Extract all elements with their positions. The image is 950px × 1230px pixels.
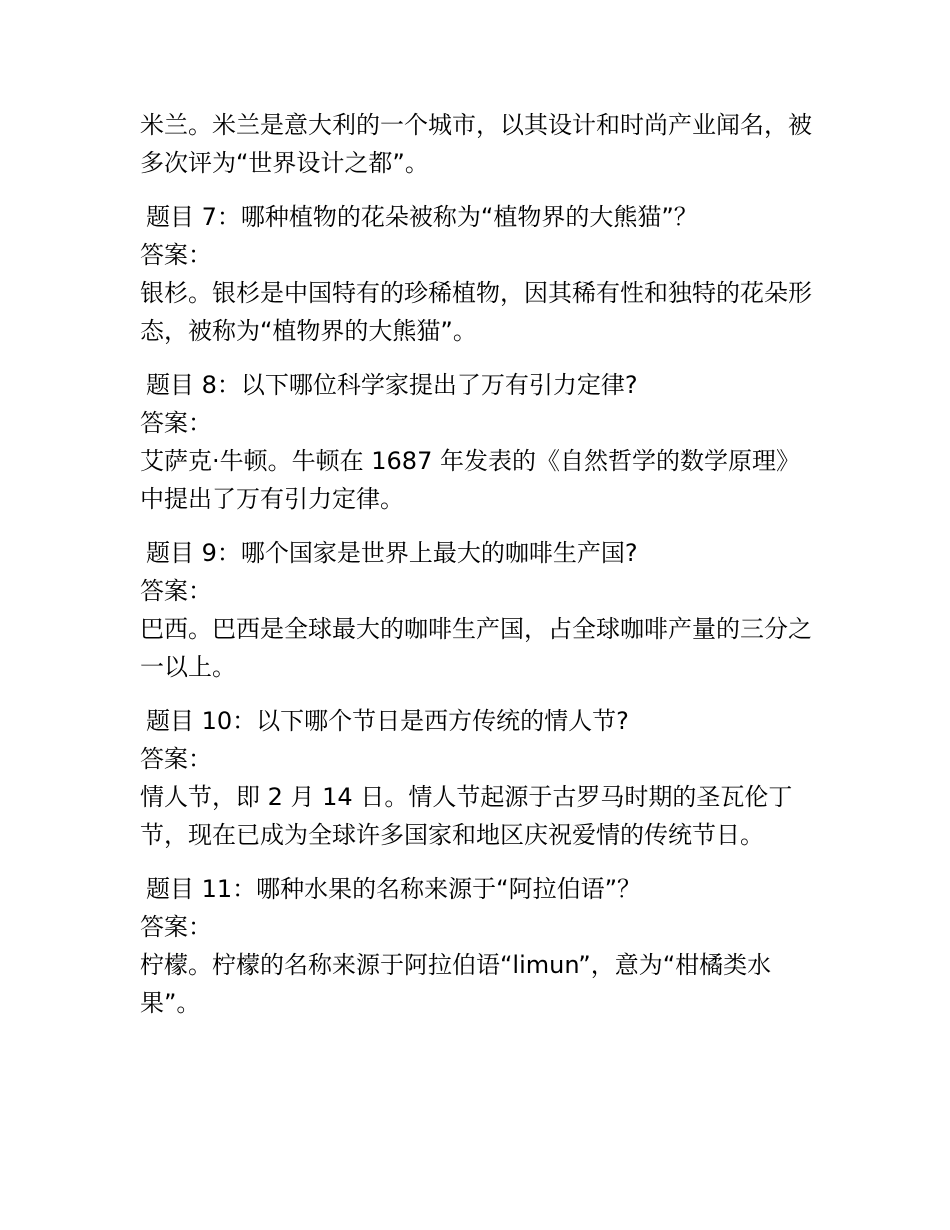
answer-label: 答案： xyxy=(140,241,212,269)
answer-text: 情人节，即 2 月 14 日。情人节起源于古罗马时期的圣瓦伦丁节，现在已成为全球许多国家和地区庆祝爱情的传统节日。 xyxy=(140,783,793,849)
answer-text: 银杉。银杉是中国特有的珍稀植物，因其稀有性和独特的花朵形态，被称为“植物界的大熊猫”。 xyxy=(140,279,812,345)
question-title: 题目 8：以下哪位科学家提出了万有引力定律? xyxy=(146,371,638,399)
document-page xyxy=(140,106,820,1022)
answer-text: 艾萨克·牛顿。牛顿在 1687 年发表的《自然哲学的数学原理》中提出了万有引力定律。 xyxy=(140,447,800,513)
answer-text: 巴西。巴西是全球最大的咖啡生产国，占全球咖啡产量的三分之一以上。 xyxy=(140,615,812,681)
qa-item-8 xyxy=(140,366,820,518)
qa-item-10 xyxy=(140,702,820,854)
qa-item-7 xyxy=(140,198,820,350)
qa-item-9 xyxy=(140,534,820,686)
answer-text: 柠檬。柠檬的名称来源于阿拉伯语“limun”，意为“柑橘类水果”。 xyxy=(140,951,772,1017)
answer-label: 答案： xyxy=(140,745,212,773)
answer-label: 答案： xyxy=(140,913,212,941)
question-title: 题目 10：以下哪个节日是西方传统的情人节? xyxy=(146,707,629,735)
intro-answer-text: 米兰。米兰是意大利的一个城市，以其设计和时尚产业闻名，被多次评为“世界设计之都”。 xyxy=(140,111,812,177)
question-title: 题目 11：哪种水果的名称来源于“阿拉伯语”？ xyxy=(146,875,642,903)
qa-item-11 xyxy=(140,870,820,1022)
question-title: 题目 7：哪种植物的花朵被称为“植物界的大熊猫”？ xyxy=(146,203,698,231)
question-title: 题目 9：哪个国家是世界上最大的咖啡生产国? xyxy=(146,539,638,567)
answer-label: 答案： xyxy=(140,409,212,437)
answer-label: 答案： xyxy=(140,577,212,605)
